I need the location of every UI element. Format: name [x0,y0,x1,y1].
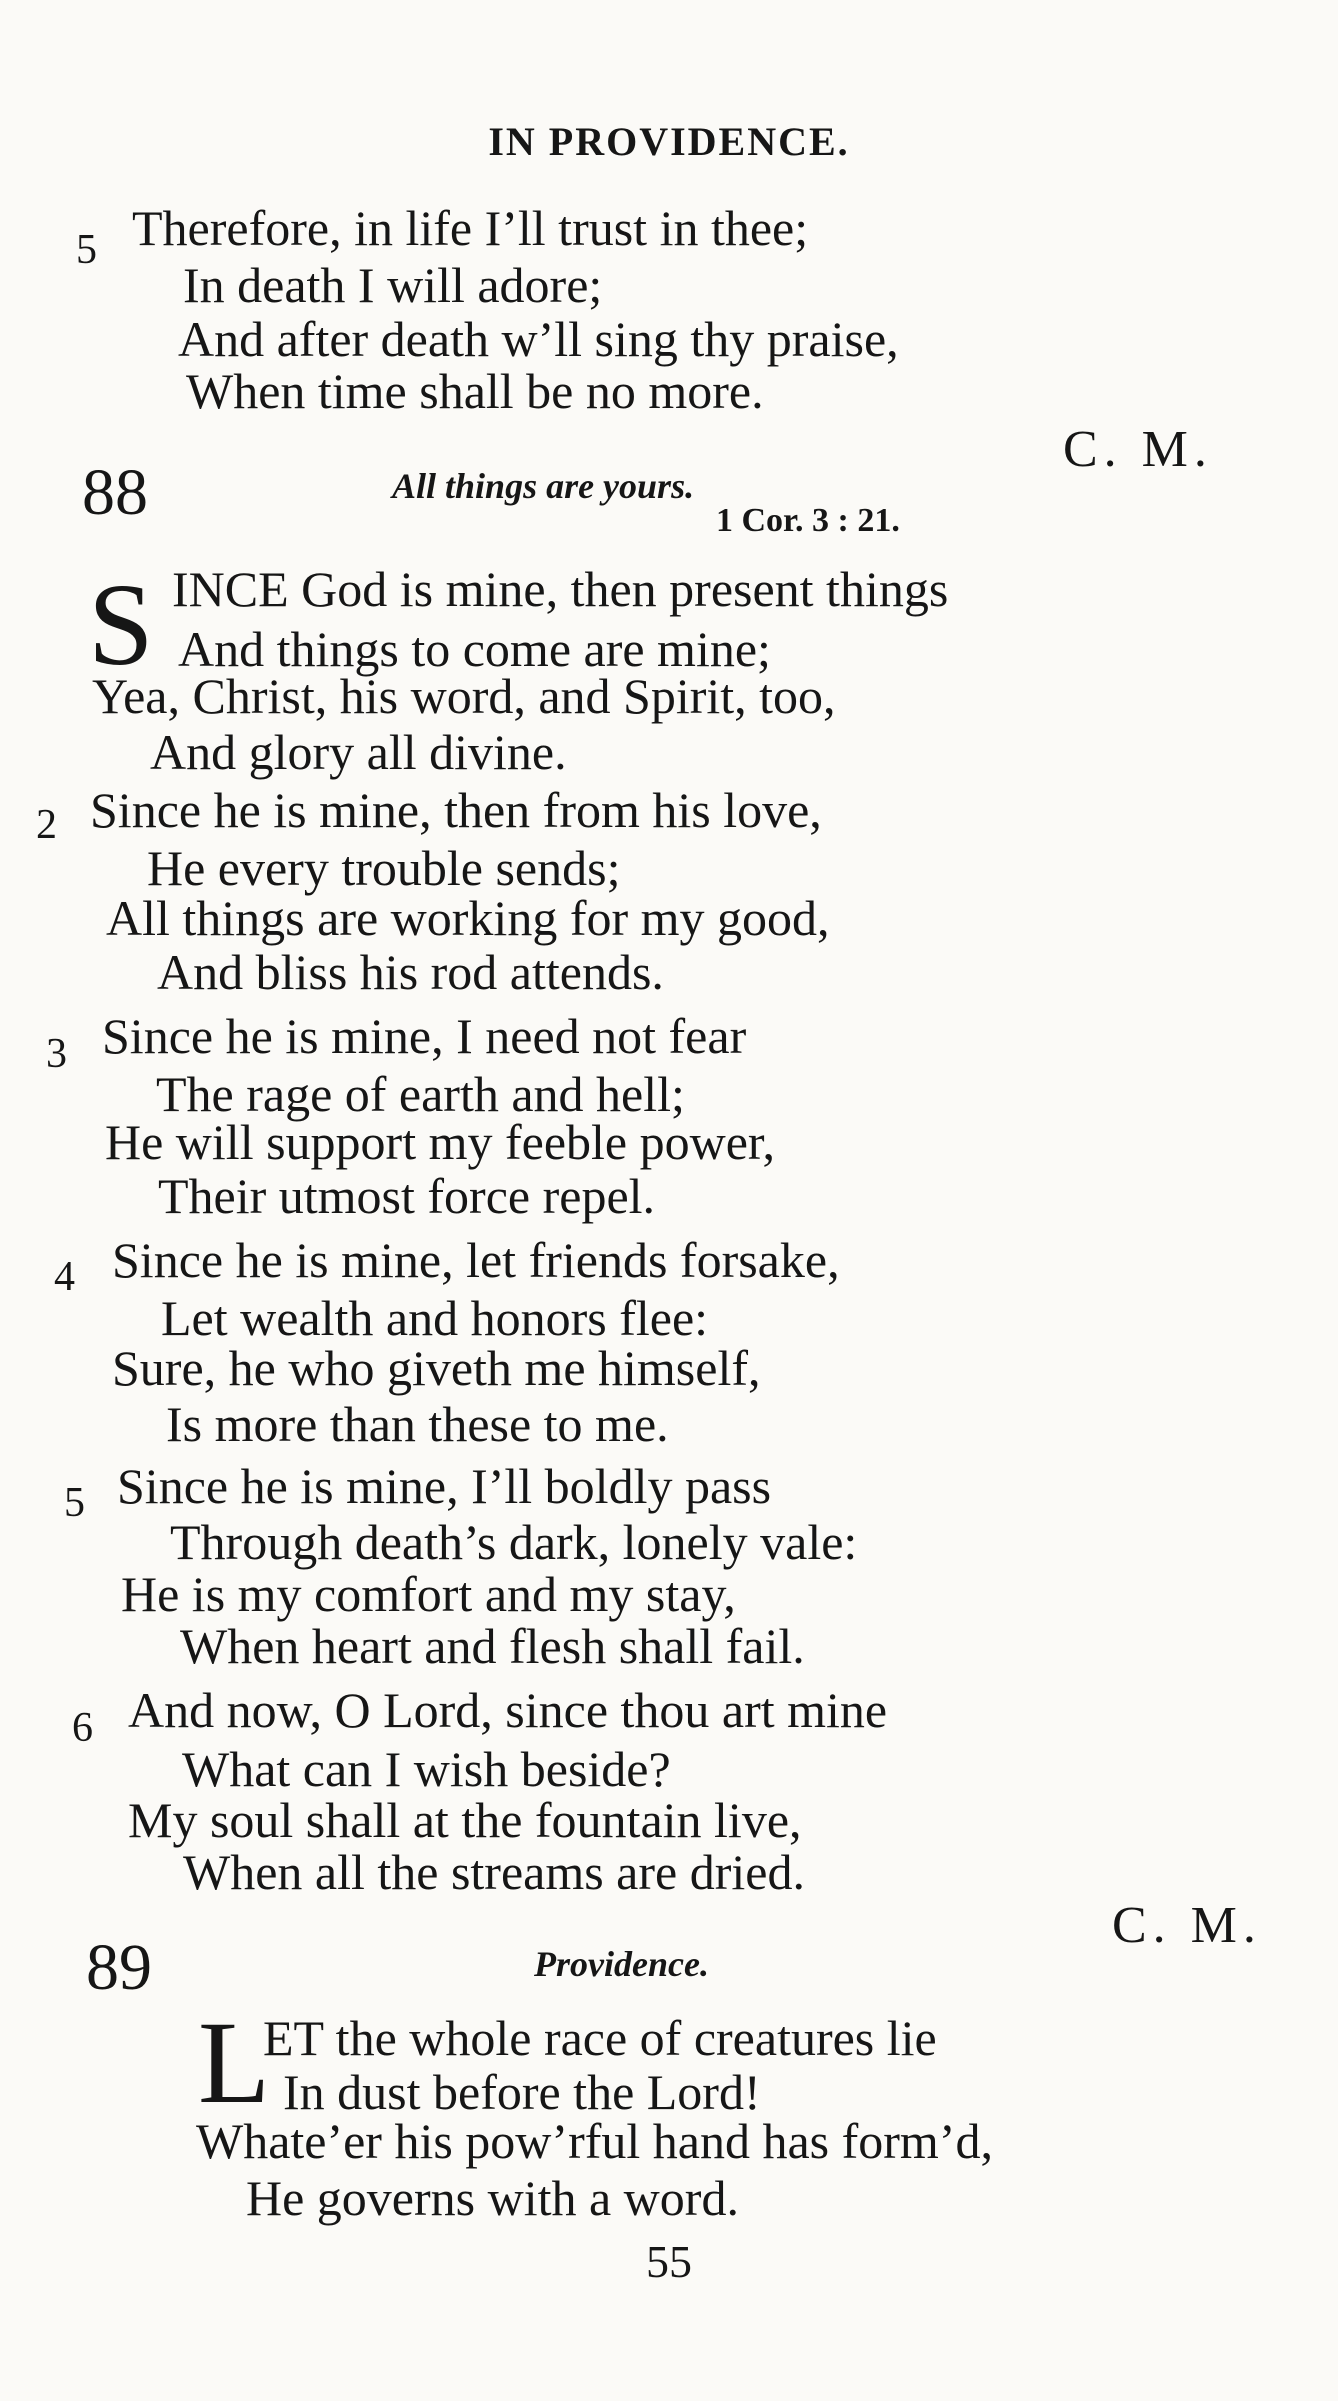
hymn-line: Since he is mine, I’ll boldly pass [117,1458,772,1514]
verse-number: 5 [64,1480,85,1526]
drop-cap: L [198,1997,271,2128]
verse-number: 3 [46,1031,67,1077]
hymn-title: All things are yours. [392,466,695,506]
hymn-line: Yea, Christ, his word, and Spirit, too, [92,668,836,724]
hymn-line: And bliss his rod attends. [157,944,664,1000]
hymn-line: And after death w’ll sing thy praise, [178,311,899,367]
hymn-line: He is my comfort and my stay, [121,1566,736,1622]
hymn-line: And glory all divine. [150,724,567,780]
hymn-line: Their utmost force repel. [158,1168,656,1224]
hymn-line: In dust before the Lord! [283,2064,761,2120]
hymn-line: Since he is mine, let friends forsake, [112,1232,840,1288]
hymn-line: Since he is mine, then from his love, [90,782,822,838]
hymn-line: Therefore, in life I’ll trust in thee; [132,200,809,256]
hymn-line: My soul shall at the fountain live, [128,1792,802,1848]
hymn-line: INCE God is mine, then present things [172,561,949,617]
hymn-line: He will support my feeble power, [105,1114,776,1170]
hymn-line: In death I will adore; [183,257,603,313]
hymn-line: All things are working for my good, [106,890,830,946]
hymn-line: He governs with a word. [246,2170,739,2226]
hymn-line: Through death’s dark, lonely vale: [170,1514,858,1570]
hymn-line: When heart and flesh shall fail. [180,1618,805,1674]
verse-number: 6 [72,1705,93,1751]
hymn-line: Since he is mine, I need not fear [102,1008,747,1064]
hymn-line: ET the whole race of creatures lie [263,2010,937,2066]
hymn-line: And now, O Lord, since thou art mine [128,1682,888,1738]
hymn-meter: C. M. [1112,1897,1262,1954]
verse-number: 4 [54,1254,75,1300]
scripture-reference: 1 Cor. 3 : 21. [716,502,900,539]
verse-number: 5 [76,227,97,273]
hymn-number: 88 [82,456,148,529]
hymn-line: Whate’er his pow’rful hand has form’d, [196,2113,993,2169]
hymn-title: Providence. [534,1944,709,1984]
hymn-line: He every trouble sends; [147,840,621,896]
hymn-line: And things to come are mine; [178,621,771,677]
hymn-line: Sure, he who giveth me himself, [112,1340,761,1396]
drop-cap: S [88,559,154,690]
hymn-line: The rage of earth and hell; [156,1066,685,1122]
verse-number: 2 [36,802,57,848]
hymn-number: 89 [86,1931,152,2004]
hymn-meter: C. M. [1063,421,1213,478]
running-head: IN PROVIDENCE. [488,119,850,164]
hymn-line: What can I wish beside? [182,1741,671,1797]
page-number: 55 [646,2236,692,2287]
hymn-line: When all the streams are dried. [183,1844,805,1900]
hymn-line: When time shall be no more. [186,363,764,419]
hymn-line: Let wealth and honors flee: [161,1290,709,1346]
hymn-line: Is more than these to me. [166,1396,669,1452]
